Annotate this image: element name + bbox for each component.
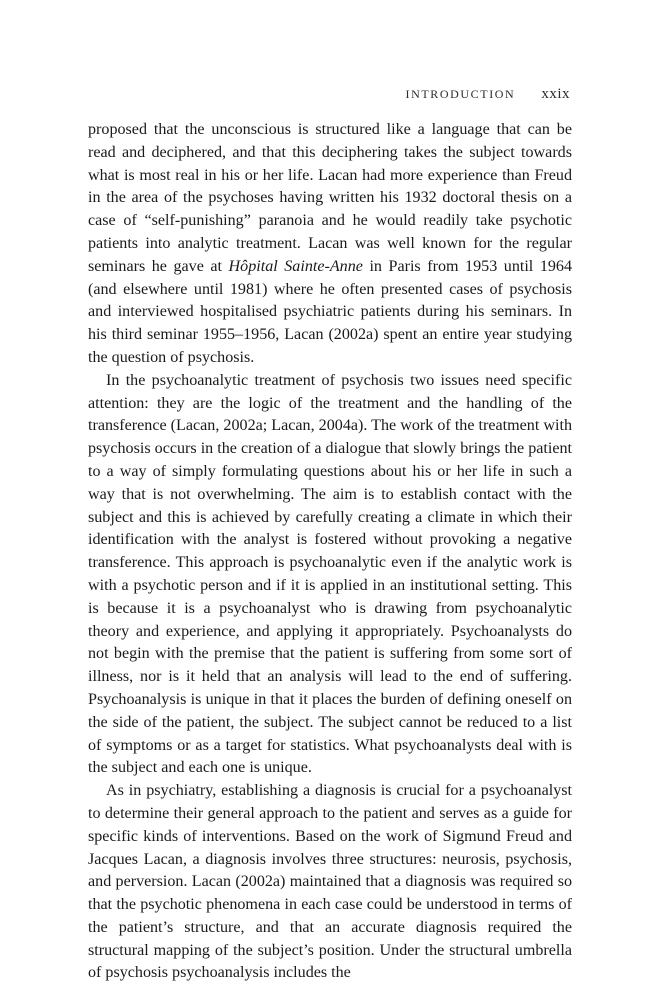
body-text [88, 119, 572, 985]
paragraph-1 [88, 119, 572, 370]
paragraph-3: As in psychiatry, establishing a diagnosis is crucial for a psychoanalyst to determine their general approach to the patient and serves as a guide for specific kinds of interventions. Based on the work of Sigmund Freud and Jacques Lacan, a diagnosis involves three structures: neurosis, psychosis, and perversion. Lacan (2002a) maintained that a diagnosis was required so that the psychotic phenomena in each case could be understood in terms of the patient’s structure, and that an accurate diagnosis required the structural mapping of the subject’s position. Under the structural umbrella of psychosis psychoanalysis includes the [88, 782, 572, 982]
paragraph-1-emphasis: Hôpital Sainte-Anne [228, 257, 363, 275]
page-number: xxix [541, 86, 570, 102]
paragraph-2: In the psychoanalytic treatment of psychosis two issues need specific attention: they are the logic of the treatment and the handling of the transference (Lacan, 2002a; Lacan, 2004a). The work of the treatment with psychosis occurs in the creation of a dialogue that slowly brings the patient to a way of simply formulating questions about his or her life in such a way that is not overwhelming. The aim is to establish contact with the subject and this is achieved by carefully creating a climate in which their identification with the analyst is fostered without provoking a negative transference. This approach is psychoanalytic even if the analytic work is with a psychotic person and if it is applied in an institutional setting. This is because it is a psychoanalyst who is drawing from psychoanalytic theory and experience, and applying it appropriately. Psychoanalysts do not begin with the premise that the patient is suffering from some sort of illness, nor is it held that an analysis will lead to the end of suffering. Psychoanalysis is unique in that it places the burden of defining oneself on the side of the patient, the subject. The subject cannot be reduced to a list of symptoms or as a target for statistics. What psychoanalysts deal with is the subject and each one is unique. [88, 371, 572, 777]
paragraph-1-text-b: in Paris from 1953 until 1964 (and elsewhere until 1981) where he often presented cases of psychosis and interviewed hospitalised psychiatric patients during his seminars. In his third seminar 1955–1956, Lacan (2002a) spent an entire year studying the question of psychosis. [88, 257, 573, 366]
paragraph-1-text-a: proposed that the unconscious is structured like a language that can be read and deciphered, and that this deciphering takes the subject towards what is most real in his or her life. Lacan had more experience than Freud in the area of the psychoses having written his 1932 doctoral thesis on a case of “self-punishing” paranoia and he would readily take psychotic patients into analytic treatment. Lacan was well known for the regular seminars he gave at [88, 121, 572, 275]
running-head [405, 86, 570, 103]
running-title: INTRODUCTION [405, 87, 516, 101]
